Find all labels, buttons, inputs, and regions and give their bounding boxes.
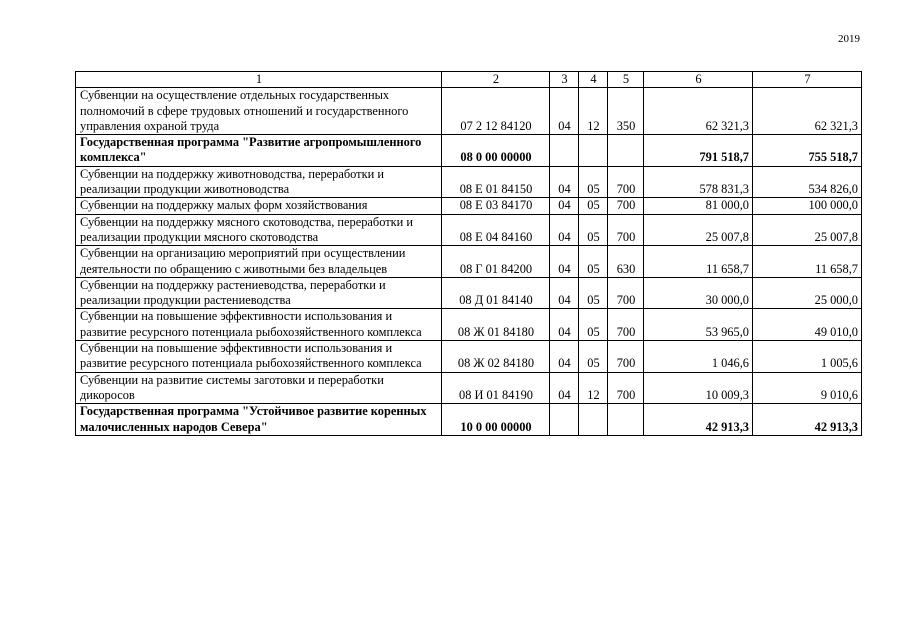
row-expense-type: 700 [608, 277, 644, 309]
row-expense-type: 700 [608, 341, 644, 373]
row-amount-col7: 9 010,6 [753, 372, 862, 404]
row-description: Субвенции на повышение эффективности использования и развитие ресурсного потенциала рыбохозяйственного комплекса [76, 341, 442, 373]
row-subsection: 12 [579, 372, 608, 404]
row-amount-col6: 791 518,7 [644, 135, 753, 167]
row-amount-col6: 11 658,7 [644, 246, 753, 278]
row-amount-col6: 30 000,0 [644, 277, 753, 309]
row-section: 04 [550, 309, 579, 341]
table-row [76, 309, 862, 341]
row-description: Субвенции на повышение эффективности использования и развитие ресурсного потенциала рыбохозяйственного комплекса [76, 309, 442, 341]
row-subsection: 05 [579, 277, 608, 309]
row-subsection: 05 [579, 341, 608, 373]
header-cell-6: 6 [644, 72, 753, 88]
row-amount-col6: 81 000,0 [644, 198, 753, 214]
row-section: 04 [550, 277, 579, 309]
header-cell-1: 1 [76, 72, 442, 88]
page-number: 2019 [838, 33, 860, 45]
row-subsection: 05 [579, 166, 608, 198]
row-expense-type: 350 [608, 88, 644, 135]
row-expense-type: 700 [608, 198, 644, 214]
table-row [76, 372, 862, 404]
row-amount-col7: 1 005,6 [753, 341, 862, 373]
row-expense-type: 700 [608, 309, 644, 341]
row-description: Субвенции на поддержку мясного скотоводства, переработки и реализации продукции мясного скотоводства [76, 214, 442, 246]
row-section: 04 [550, 88, 579, 135]
row-amount-col6: 53 965,0 [644, 309, 753, 341]
row-section: 04 [550, 166, 579, 198]
row-amount-col7: 42 913,3 [753, 404, 862, 436]
header-cell-4: 4 [579, 72, 608, 88]
row-target-code: 08 0 00 00000 [442, 135, 550, 167]
row-target-code: 08 Е 04 84160 [442, 214, 550, 246]
row-expense-type [608, 404, 644, 436]
row-amount-col7: 25 007,8 [753, 214, 862, 246]
row-description: Государственная программа "Развитие агропромышленного комплекса" [76, 135, 442, 167]
row-amount-col7: 49 010,0 [753, 309, 862, 341]
row-section: 04 [550, 198, 579, 214]
row-target-code: 07 2 12 84120 [442, 88, 550, 135]
row-amount-col7: 755 518,7 [753, 135, 862, 167]
table-header-row [76, 72, 862, 88]
row-target-code: 08 Е 01 84150 [442, 166, 550, 198]
table-row [76, 198, 862, 214]
row-amount-col6: 578 831,3 [644, 166, 753, 198]
row-subsection: 05 [579, 309, 608, 341]
row-expense-type [608, 135, 644, 167]
table-row [76, 166, 862, 198]
row-amount-col7: 534 826,0 [753, 166, 862, 198]
row-target-code: 08 Г 01 84200 [442, 246, 550, 278]
table-row [76, 246, 862, 278]
row-description: Государственная программа "Устойчивое развитие коренных малочисленных народов Севера" [76, 404, 442, 436]
row-target-code: 08 Д 01 84140 [442, 277, 550, 309]
row-amount-col6: 1 046,6 [644, 341, 753, 373]
header-cell-5: 5 [608, 72, 644, 88]
row-target-code: 08 Ж 01 84180 [442, 309, 550, 341]
row-subsection: 05 [579, 198, 608, 214]
row-target-code: 08 Е 03 84170 [442, 198, 550, 214]
row-subsection: 12 [579, 88, 608, 135]
header-cell-7: 7 [753, 72, 862, 88]
row-expense-type: 630 [608, 246, 644, 278]
row-subsection [579, 404, 608, 436]
header-cell-3: 3 [550, 72, 579, 88]
row-expense-type: 700 [608, 372, 644, 404]
row-subsection: 05 [579, 246, 608, 278]
table-row [76, 214, 862, 246]
row-target-code: 10 0 00 00000 [442, 404, 550, 436]
row-amount-col6: 62 321,3 [644, 88, 753, 135]
row-amount-col7: 11 658,7 [753, 246, 862, 278]
row-amount-col7: 25 000,0 [753, 277, 862, 309]
row-description: Субвенции на развитие системы заготовки и переработки дикоросов [76, 372, 442, 404]
row-description: Субвенции на поддержку растениеводства, переработки и реализации продукции растениеводства [76, 277, 442, 309]
row-amount-col7: 62 321,3 [753, 88, 862, 135]
row-section [550, 135, 579, 167]
row-section: 04 [550, 372, 579, 404]
row-target-code: 08 Ж 02 84180 [442, 341, 550, 373]
header-cell-2: 2 [442, 72, 550, 88]
table-row [76, 88, 862, 135]
row-subsection [579, 135, 608, 167]
row-section [550, 404, 579, 436]
row-section: 04 [550, 341, 579, 373]
row-amount-col6: 42 913,3 [644, 404, 753, 436]
row-description: Субвенции на осуществление отдельных государственных полномочий в сфере трудовых отношений и государственного управления охраной труда [76, 88, 442, 135]
row-description: Субвенции на организацию мероприятий при осуществлении деятельности по обращению с животными без владельцев [76, 246, 442, 278]
row-section: 04 [550, 246, 579, 278]
row-expense-type: 700 [608, 166, 644, 198]
row-section: 04 [550, 214, 579, 246]
table-row [76, 404, 862, 436]
row-expense-type: 700 [608, 214, 644, 246]
row-subsection: 05 [579, 214, 608, 246]
table-row [76, 341, 862, 373]
table-row [76, 135, 862, 167]
row-description: Субвенции на поддержку малых форм хозяйствования [76, 198, 442, 214]
row-target-code: 08 И 01 84190 [442, 372, 550, 404]
row-amount-col6: 25 007,8 [644, 214, 753, 246]
table-row [76, 277, 862, 309]
row-amount-col7: 100 000,0 [753, 198, 862, 214]
budget-table [75, 71, 862, 436]
row-description: Субвенции на поддержку животноводства, переработки и реализации продукции животноводства [76, 166, 442, 198]
row-amount-col6: 10 009,3 [644, 372, 753, 404]
